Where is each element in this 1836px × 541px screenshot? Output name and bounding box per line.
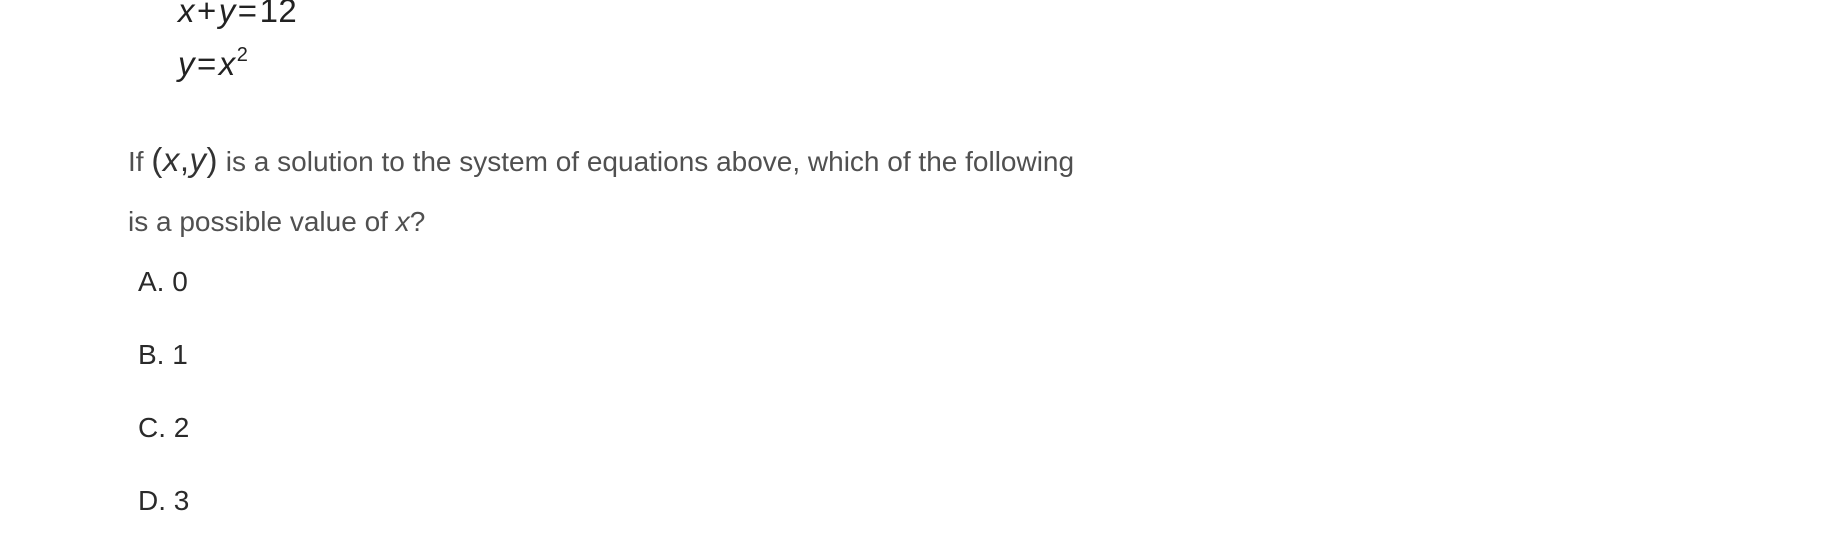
pair-x: x xyxy=(162,141,180,178)
pair-separator: , xyxy=(179,141,190,178)
choice-value: 3 xyxy=(173,485,190,516)
choice-value: 0 xyxy=(172,266,188,297)
choice-letter: D. xyxy=(138,485,166,516)
eq2-equals: = xyxy=(197,45,217,82)
choice-b[interactable] xyxy=(138,331,189,404)
choice-value: 2 xyxy=(173,412,190,443)
ordered-pair xyxy=(151,141,218,178)
pair-y: y xyxy=(189,141,207,178)
equation-1 xyxy=(178,0,297,30)
eq2-x: x xyxy=(218,45,236,82)
eq1-rhs: 12 xyxy=(259,0,298,29)
choice-letter: C. xyxy=(138,412,166,443)
eq2-y: y xyxy=(178,45,195,82)
pair-open: ( xyxy=(151,141,163,178)
equation-2 xyxy=(178,44,248,83)
question-prefix: If xyxy=(128,146,144,177)
choice-value: 1 xyxy=(172,339,188,370)
question-body: is a solution to the system of equations above, which of the following is a possible value of xyxy=(128,146,1075,237)
question-text xyxy=(128,130,1088,252)
eq1-y: y xyxy=(218,0,236,29)
choice-letter: A. xyxy=(138,266,165,297)
choice-letter: B. xyxy=(138,339,165,370)
eq1-x: x xyxy=(178,0,195,29)
eq2-exponent: 2 xyxy=(236,44,249,66)
answer-choices xyxy=(138,258,189,541)
question-variable: x xyxy=(395,206,410,237)
question-suffix: ? xyxy=(409,206,426,237)
eq1-plus: + xyxy=(197,0,217,29)
choice-c[interactable] xyxy=(138,404,189,477)
pair-close: ) xyxy=(206,141,219,178)
eq1-equals: = xyxy=(237,0,258,29)
choice-a[interactable] xyxy=(138,258,189,331)
choice-d[interactable] xyxy=(138,477,189,541)
